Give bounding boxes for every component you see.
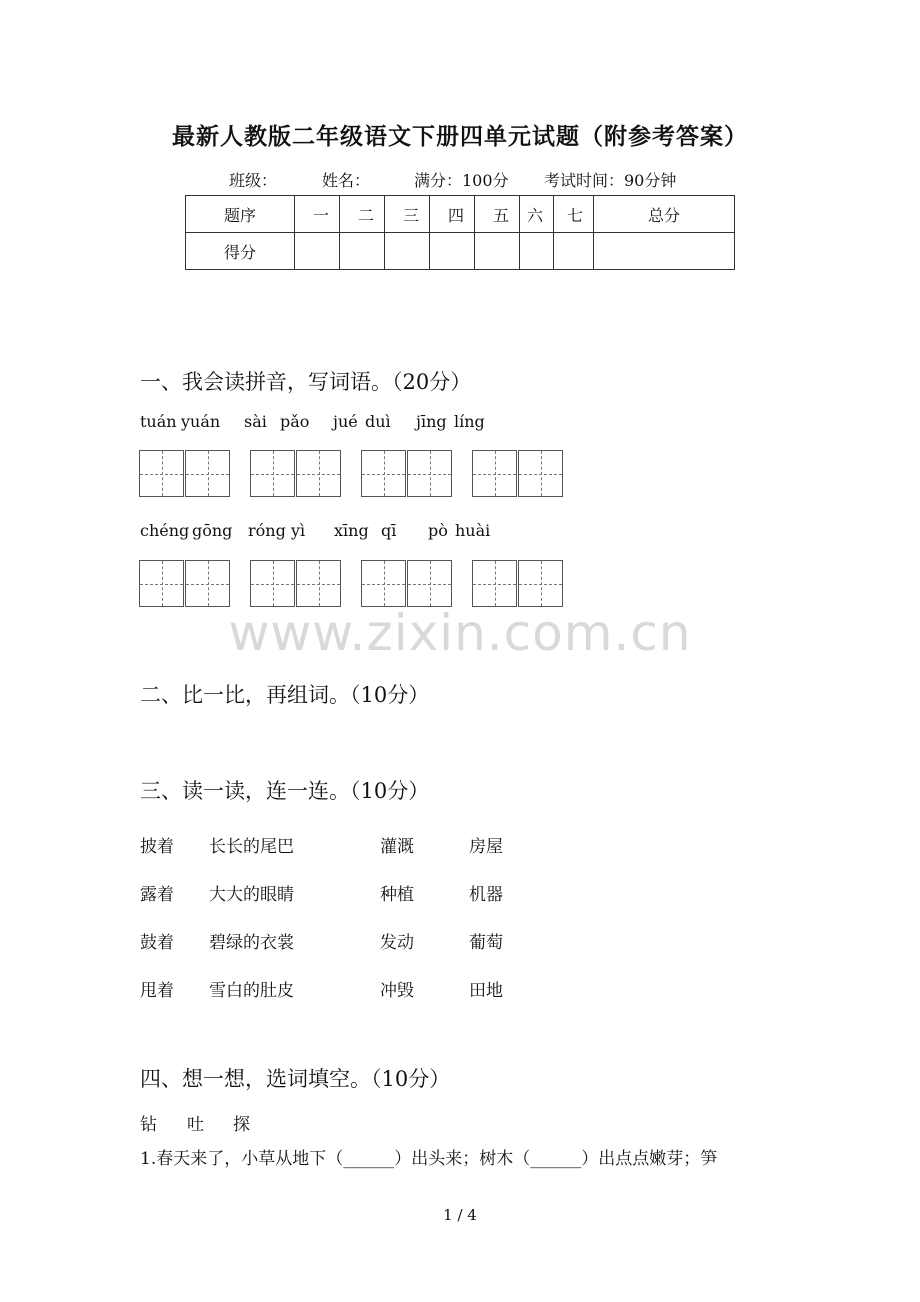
watermark: www.zixin.com.cn [228, 604, 692, 662]
score-cell[interactable] [295, 233, 340, 270]
writing-cell[interactable] [518, 560, 563, 607]
match-right-object: 田地 [469, 981, 503, 1001]
writing-cell[interactable] [139, 560, 184, 607]
choice-word: 钻 [140, 1115, 157, 1135]
match-left-verb: 披着 [140, 837, 174, 857]
pinyin: huài [455, 521, 491, 540]
writing-cell[interactable] [185, 560, 230, 607]
pinyin: chéng [140, 521, 190, 540]
writing-cell[interactable] [472, 450, 517, 497]
pinyin: gōng [192, 521, 233, 540]
writing-cell[interactable] [361, 450, 406, 497]
match-left-verb: 甩着 [140, 981, 174, 1001]
writing-cell[interactable] [185, 450, 230, 497]
col-3: 三 [385, 196, 430, 233]
row-label-score: 得分 [186, 233, 295, 270]
score-cell[interactable] [385, 233, 430, 270]
col-7: 七 [554, 196, 594, 233]
pinyin: pǎo [280, 412, 310, 431]
col-1: 一 [295, 196, 340, 233]
col-6: 六 [520, 196, 554, 233]
section4-heading: 四、想一想，选词填空。（10分） [140, 1067, 451, 1091]
writing-cell[interactable] [518, 450, 563, 497]
pinyin: xīng [334, 521, 369, 540]
match-right-verb: 冲毁 [380, 981, 414, 1001]
full-score: 满分：100分 [414, 171, 509, 190]
score-cell[interactable] [520, 233, 554, 270]
pinyin: duì [365, 412, 391, 431]
exam-time: 考试时间：90分钟 [544, 171, 677, 190]
score-cell[interactable] [340, 233, 385, 270]
writing-cell[interactable] [472, 560, 517, 607]
pinyin: líng [454, 412, 485, 431]
writing-cell[interactable] [250, 450, 295, 497]
score-table-header-row [186, 196, 735, 233]
score-cell[interactable] [554, 233, 594, 270]
writing-cell[interactable] [361, 560, 406, 607]
writing-cell[interactable] [407, 560, 452, 607]
col-4: 四 [430, 196, 475, 233]
match-left-verb: 鼓着 [140, 933, 174, 953]
col-2: 二 [340, 196, 385, 233]
match-left-verb: 露着 [140, 885, 174, 905]
match-right-object: 机器 [469, 885, 503, 905]
name-label: 姓名： [322, 171, 371, 190]
writing-cell[interactable] [296, 450, 341, 497]
writing-cell[interactable] [139, 450, 184, 497]
match-left-object: 大大的眼睛 [209, 885, 294, 905]
score-cell[interactable] [430, 233, 475, 270]
col-total: 总分 [594, 196, 735, 233]
match-right-object: 房屋 [469, 837, 503, 857]
score-cell[interactable] [475, 233, 520, 270]
score-table [185, 195, 735, 270]
row-label-order: 题序 [186, 196, 295, 233]
pinyin: yuán [181, 412, 221, 431]
question-1: 1.春天来了，小草从地下（______）出头来；树木（______）出点点嫩芽；笋 [140, 1149, 718, 1169]
pinyin: tuán [140, 412, 177, 431]
match-right-object: 葡萄 [469, 933, 503, 953]
match-left-object: 长长的尾巴 [209, 837, 294, 857]
choice-word: 吐 [187, 1115, 204, 1135]
class-label: 班级： [229, 171, 278, 190]
col-5: 五 [475, 196, 520, 233]
match-right-verb: 灌溉 [380, 837, 414, 857]
pinyin: sài [244, 412, 267, 431]
match-right-verb: 种植 [380, 885, 414, 905]
page-title: 最新人教版二年级语文下册四单元试题（附参考答案） [172, 123, 748, 150]
match-right-verb: 发动 [380, 933, 414, 953]
score-cell[interactable] [594, 233, 735, 270]
pinyin: qī [381, 521, 397, 540]
pinyin: róng [248, 521, 286, 540]
pinyin: yì [291, 521, 306, 540]
section2-heading: 二、比一比，再组词。（10分） [140, 683, 430, 707]
match-left-object: 碧绿的衣裳 [209, 933, 294, 953]
writing-cell[interactable] [250, 560, 295, 607]
pinyin: jīng [416, 412, 447, 431]
page-number: 1 / 4 [443, 1206, 477, 1224]
pinyin: pò [428, 521, 448, 540]
writing-cell[interactable] [296, 560, 341, 607]
match-left-object: 雪白的肚皮 [209, 981, 294, 1001]
pinyin: jué [333, 412, 358, 431]
section1-heading: 一、我会读拼音，写词语。（20分） [140, 370, 472, 394]
writing-cell[interactable] [407, 450, 452, 497]
score-table-score-row [186, 233, 735, 270]
section3-heading: 三、读一读，连一连。（10分） [140, 779, 430, 803]
choice-word: 探 [233, 1115, 250, 1135]
